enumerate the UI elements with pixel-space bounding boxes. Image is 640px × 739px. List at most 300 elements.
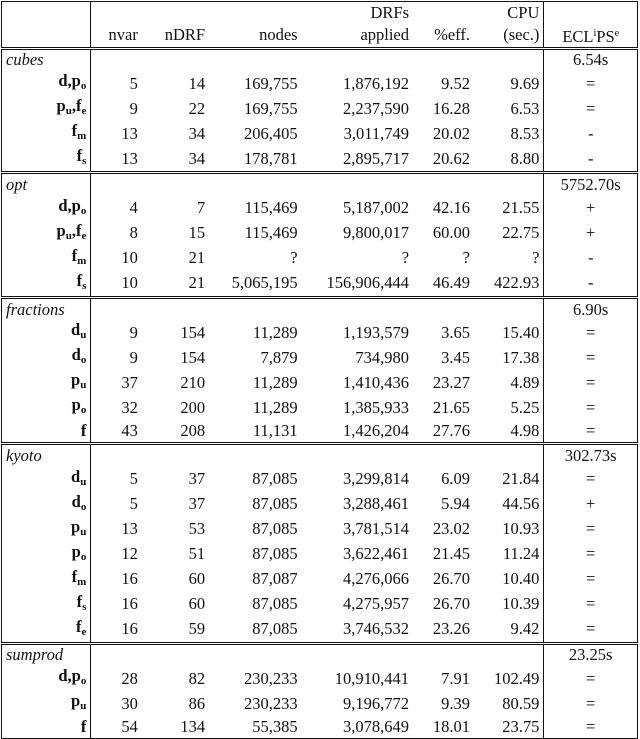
cell-ndrf: 37 (188, 469, 206, 489)
label-subscript: s (82, 600, 87, 613)
row-label (2, 617, 91, 644)
cell-ndrf: 21 (188, 248, 206, 268)
table-row (2, 691, 638, 716)
table-row (2, 467, 638, 492)
label-subscript: m (77, 575, 87, 588)
cell-drfs-applied: 3,781,514 (343, 519, 410, 539)
label-subscript: u (65, 105, 72, 118)
row-label (2, 666, 91, 691)
row-label (2, 517, 91, 542)
header-row (2, 2, 638, 24)
cell-pct-eff: 3.65 (441, 322, 470, 342)
eclipse-time: 23.25s (544, 643, 638, 666)
row-label (2, 567, 91, 592)
label-subscript: u (80, 475, 87, 488)
label-subscript: o (80, 354, 87, 367)
cell-nvar: 28 (121, 668, 138, 688)
section-spacer (91, 297, 544, 320)
cell-ndrf: 60 (188, 594, 206, 614)
eclipse-comparison: + (544, 196, 638, 221)
label-main: p (56, 220, 66, 240)
table-row (2, 716, 638, 738)
label-main: d (58, 195, 68, 215)
row-label (2, 320, 91, 345)
cell-drfs-applied: 3,299,814 (343, 469, 410, 489)
cell-nodes: 169,755 (243, 98, 298, 118)
label-subscript: m (77, 130, 87, 143)
eclipse-comparison: = (544, 420, 638, 443)
cell-ndrf: 7 (196, 198, 206, 218)
cell-pct-eff: 20.02 (432, 123, 470, 143)
cell-cpu-sec: 9.42 (510, 619, 540, 639)
table-row (2, 246, 638, 271)
cell-cpu-sec: 23.75 (474, 716, 544, 738)
eclipse-comparison: = (544, 592, 638, 617)
cell-cpu-sec: 422.93 (494, 273, 540, 293)
row-label (2, 196, 91, 221)
cell-ndrf: 210 (180, 372, 206, 392)
row-label (2, 691, 91, 716)
cell-nvar: 5 (129, 469, 138, 489)
eclipse-comparison: = (544, 395, 638, 420)
cell-ndrf: 134 (142, 716, 209, 738)
eclipse-comparison: = (544, 345, 638, 370)
cell-drfs-applied: 3,078,649 (302, 716, 413, 738)
table-row (2, 71, 638, 96)
header-cpu-sec: (sec.) (503, 25, 540, 45)
eclipse-comparison: + (544, 492, 638, 517)
cell-drfs-applied: 9,196,772 (343, 693, 410, 713)
header-eclipse-part: ECL (562, 26, 594, 46)
cell-cpu-sec: 10.39 (502, 594, 540, 614)
eclipse-comparison: = (544, 617, 638, 644)
cell-pct-eff: 20.62 (432, 148, 470, 168)
cell-ndrf: 208 (180, 421, 206, 441)
section-name: sumprod (2, 643, 91, 666)
cell-drfs-applied: 10,910,441 (334, 668, 410, 688)
cell-cpu-sec: 21.84 (502, 469, 540, 489)
cell-nodes: 178,781 (243, 148, 298, 168)
cell-pct-eff: 9.39 (441, 693, 470, 713)
header-nvar (91, 2, 142, 24)
section-spacer (91, 443, 544, 466)
cell-nvar: 9 (129, 347, 138, 367)
label-main: f (71, 566, 78, 586)
eclipse-comparison: = (544, 567, 638, 592)
label-subscript: o (80, 404, 87, 417)
header-drfs-applied: applied (360, 25, 410, 45)
cell-pct-eff: 21.45 (432, 544, 470, 564)
table-row (2, 370, 638, 395)
eclipse-comparison: - (544, 146, 638, 173)
section-name: cubes (2, 48, 91, 71)
section-name: opt (2, 173, 91, 196)
cell-nvar: 9 (129, 98, 138, 118)
cell-pct-eff: 6.09 (441, 469, 470, 489)
section-header-row (2, 48, 638, 71)
cell-cpu-sec: ? (532, 248, 540, 268)
section-spacer (91, 173, 544, 196)
cell-ndrf: 51 (188, 544, 206, 564)
cell-cpu-sec: 17.38 (502, 347, 540, 367)
table-row (2, 666, 638, 691)
cell-drfs-applied: 734,980 (355, 347, 410, 367)
row-label (2, 345, 91, 370)
cell-ndrf: 86 (188, 693, 206, 713)
table-row (2, 271, 638, 298)
label-main: p (71, 395, 81, 415)
cell-cpu-sec: 6.53 (510, 98, 540, 118)
cell-drfs-applied: 4,275,957 (343, 594, 410, 614)
cell-drfs-applied: 2,237,590 (343, 98, 410, 118)
header-eclipse-part: PS (596, 26, 615, 46)
cell-ndrf: 21 (188, 273, 206, 293)
row-label (2, 271, 91, 298)
header-nvar: nvar (108, 25, 138, 45)
cell-drfs-applied: 3,622,461 (343, 544, 410, 564)
section-spacer (91, 48, 544, 71)
label-main: d (71, 345, 81, 365)
cell-nodes: 11,289 (252, 397, 298, 417)
cell-nodes: 87,085 (252, 594, 298, 614)
cell-nvar: 30 (121, 693, 138, 713)
eclipse-comparison: - (544, 271, 638, 298)
row-label (2, 395, 91, 420)
cell-ndrf: 37 (188, 494, 206, 514)
label-subscript: u (65, 229, 72, 242)
cell-nvar: 10 (121, 248, 138, 268)
label-main: , (71, 220, 76, 240)
label-main: p (71, 195, 81, 215)
cell-nvar: 16 (121, 569, 138, 589)
label-subscript: e (81, 229, 87, 242)
cell-nodes: 230,233 (243, 693, 298, 713)
label-main: d (58, 71, 68, 91)
cell-nodes: 87,085 (252, 544, 298, 564)
label-main: f (71, 121, 78, 141)
header-eclipse-part: e (614, 27, 620, 39)
header-row (2, 24, 638, 49)
label-subscript: u (80, 525, 87, 538)
header-nodes: nodes (259, 25, 298, 45)
cell-pct-eff: 7.91 (441, 668, 470, 688)
cell-nvar: 13 (121, 148, 138, 168)
label-main: f (80, 421, 87, 441)
section-name: fractions (2, 297, 91, 320)
cell-cpu-sec: 15.40 (502, 322, 540, 342)
cell-drfs-applied: 1,410,436 (343, 372, 410, 392)
cell-ndrf: 15 (188, 223, 206, 243)
eclipse-time: 5752.70s (544, 173, 638, 196)
label-main: d (71, 320, 81, 340)
eclipse-comparison: - (544, 246, 638, 271)
cell-nodes: 55,385 (209, 716, 302, 738)
eclipse-comparison: = (544, 542, 638, 567)
header-cpu-sec: CPU (474, 2, 544, 24)
results-table (1, 1, 638, 739)
table-row (2, 96, 638, 121)
cell-ndrf: 34 (188, 148, 206, 168)
cell-ndrf: 154 (180, 347, 206, 367)
label-main: p (71, 691, 81, 711)
cell-nvar: 8 (129, 223, 138, 243)
label-main: , (71, 96, 76, 116)
eclipse-time: 302.73s (544, 443, 638, 466)
label-main: , (67, 666, 72, 686)
cell-pct-eff: ? (462, 248, 470, 268)
cell-drfs-applied: ? (401, 248, 410, 268)
table-row (2, 345, 638, 370)
eclipse-comparison: = (544, 691, 638, 716)
label-main: f (71, 245, 78, 265)
cell-cpu-sec: 8.80 (510, 148, 540, 168)
cell-cpu-sec: 4.89 (510, 372, 540, 392)
row-label (2, 542, 91, 567)
cell-nodes: 230,233 (243, 668, 298, 688)
cell-nvar: 16 (121, 594, 138, 614)
section-name: kyoto (2, 443, 91, 466)
cell-ndrf: 60 (188, 569, 206, 589)
row-label (2, 592, 91, 617)
label-subscript: u (80, 379, 87, 392)
cell-pct-eff: 5.94 (441, 494, 470, 514)
label-main: f (75, 616, 82, 636)
section-header-row (2, 643, 638, 666)
table-row (2, 320, 638, 345)
eclipse-comparison: + (544, 221, 638, 246)
cell-pct-eff: 23.26 (432, 619, 470, 639)
cell-nvar: 43 (121, 421, 138, 441)
cell-cpu-sec: 102.49 (494, 668, 540, 688)
cell-nodes: 87,085 (252, 494, 298, 514)
cell-drfs-applied: 1,426,204 (343, 421, 410, 441)
section-header-row (2, 173, 638, 196)
cell-pct-eff: 26.70 (432, 594, 470, 614)
label-main: p (71, 541, 81, 561)
label-main: d (71, 466, 81, 486)
cell-pct-eff: 26.70 (432, 569, 470, 589)
cell-nvar: 13 (121, 123, 138, 143)
cell-nodes: ? (290, 248, 298, 268)
cell-nodes: 7,879 (260, 347, 298, 367)
header-eclipse-part: i (593, 27, 597, 39)
cell-drfs-applied: 4,276,066 (343, 569, 410, 589)
cell-nvar: 5 (129, 494, 138, 514)
label-subscript: u (80, 700, 87, 713)
label-main: p (71, 516, 81, 536)
label-subscript: o (80, 675, 87, 688)
header-eclipse-cell (544, 24, 638, 49)
cell-drfs-applied: 3,746,532 (343, 619, 410, 639)
table-row (2, 221, 638, 246)
eclipse-time: 6.54s (544, 48, 638, 71)
row-label (2, 71, 91, 96)
cell-cpu-sec: 5.25 (510, 397, 540, 417)
cell-pct-eff: 9.52 (441, 73, 470, 93)
cell-nodes: 115,469 (244, 198, 298, 218)
cell-ndrf: 53 (188, 519, 206, 539)
label-main: d (58, 666, 68, 686)
label-subscript: u (80, 329, 87, 342)
cell-nvar: 13 (121, 519, 138, 539)
cell-ndrf: 22 (188, 98, 206, 118)
cell-drfs-applied: 3,288,461 (343, 494, 410, 514)
header-ndrf (142, 2, 209, 24)
label-subscript: m (77, 254, 87, 267)
row-label (2, 96, 91, 121)
row-label (2, 221, 91, 246)
cell-drfs-applied: 9,800,017 (343, 223, 410, 243)
cell-pct-eff: 23.27 (432, 372, 470, 392)
cell-nodes: 87,085 (252, 469, 298, 489)
eclipse-comparison: = (544, 716, 638, 738)
cell-pct-eff: 21.65 (432, 397, 470, 417)
label-main: f (80, 716, 87, 736)
table-row (2, 420, 638, 443)
cell-pct-eff: 18.01 (413, 716, 474, 738)
cell-nodes: 5,065,195 (231, 273, 298, 293)
table-row (2, 121, 638, 146)
label-main: f (76, 591, 83, 611)
cell-nvar: 4 (129, 198, 138, 218)
cell-pct-eff: 60.00 (432, 223, 470, 243)
cell-cpu-sec: 8.53 (510, 123, 540, 143)
cell-nodes: 11,289 (252, 322, 298, 342)
label-main: f (76, 146, 83, 166)
eclipse-comparison: - (544, 121, 638, 146)
label-main: , (67, 71, 72, 91)
label-subscript: s (82, 155, 87, 168)
label-main: f (76, 270, 83, 290)
cell-cpu-sec: 10.93 (502, 519, 540, 539)
label-subscript: o (80, 80, 87, 93)
label-main: , (67, 195, 72, 215)
label-subscript: e (81, 105, 87, 118)
cell-nodes: 87,085 (252, 619, 298, 639)
cell-ndrf: 59 (188, 619, 206, 639)
cell-nodes: 87,087 (252, 569, 298, 589)
cell-drfs-applied: 1,876,192 (343, 73, 410, 93)
label-main: p (71, 71, 81, 91)
cell-pct-eff: 23.02 (432, 519, 470, 539)
cell-cpu-sec: 44.56 (502, 494, 540, 514)
label-subscript: e (81, 625, 87, 638)
header-eclipse-cell (544, 2, 638, 24)
header-nodes (209, 2, 302, 24)
cell-nodes: 169,755 (243, 73, 298, 93)
cell-cpu-sec: 10.40 (502, 569, 540, 589)
eclipse-comparison: = (544, 517, 638, 542)
header-corner-cell (2, 24, 91, 49)
label-main: p (71, 666, 81, 686)
cell-cpu-sec: 11.24 (502, 544, 540, 564)
eclipse-comparison: = (544, 666, 638, 691)
row-label (2, 467, 91, 492)
cell-cpu-sec: 9.69 (510, 73, 540, 93)
label-subscript: s (82, 279, 87, 292)
cell-ndrf: 14 (188, 73, 206, 93)
section-header-row (2, 297, 638, 320)
cell-nodes: 206,405 (243, 123, 298, 143)
cell-ndrf: 200 (180, 397, 206, 417)
eclipse-comparison: = (544, 370, 638, 395)
row-label (2, 420, 91, 443)
table-row (2, 517, 638, 542)
cell-nvar: 16 (121, 619, 138, 639)
cell-cpu-sec: 4.98 (510, 421, 540, 441)
label-subscript: o (80, 500, 87, 513)
table-row (2, 196, 638, 221)
cell-nvar: 5 (129, 73, 138, 93)
cell-nvar: 37 (121, 372, 138, 392)
cell-ndrf: 34 (188, 123, 206, 143)
row-label (2, 146, 91, 173)
label-main: f (75, 96, 82, 116)
cell-cpu-sec: 80.59 (502, 693, 540, 713)
eclipse-comparison: = (544, 71, 638, 96)
table-row (2, 492, 638, 517)
label-subscript: o (80, 204, 87, 217)
table-row (2, 395, 638, 420)
cell-pct-eff: 42.16 (432, 198, 470, 218)
eclipse-time: 6.90s (544, 297, 638, 320)
table-row (2, 617, 638, 644)
header-drfs-applied: DRFs (302, 2, 413, 24)
row-label (2, 246, 91, 271)
cell-drfs-applied: 5,187,002 (343, 198, 410, 218)
label-main: p (56, 96, 66, 116)
eclipse-comparison: = (544, 467, 638, 492)
cell-nodes: 11,131 (252, 421, 298, 441)
cell-nodes: 87,085 (252, 519, 298, 539)
cell-cpu-sec: 21.55 (502, 198, 540, 218)
cell-nvar: 32 (121, 397, 138, 417)
table-row (2, 542, 638, 567)
header-pct-eff (413, 2, 474, 24)
section-spacer (91, 643, 544, 666)
eclipse-comparison: = (544, 96, 638, 121)
cell-nvar: 54 (91, 716, 142, 738)
eclipse-comparison: = (544, 320, 638, 345)
cell-pct-eff: 16.28 (432, 98, 470, 118)
label-main: p (71, 370, 81, 390)
section-header-row (2, 443, 638, 466)
cell-pct-eff: 3.45 (441, 347, 470, 367)
table-row (2, 567, 638, 592)
cell-drfs-applied: 2,895,717 (343, 148, 410, 168)
cell-drfs-applied: 156,906,444 (326, 273, 410, 293)
table-row (2, 146, 638, 173)
table-row (2, 592, 638, 617)
cell-pct-eff: 46.49 (432, 273, 470, 293)
cell-drfs-applied: 3,011,749 (343, 123, 410, 143)
row-label (2, 121, 91, 146)
header-ndrf: nDRF (164, 25, 206, 45)
label-main: f (75, 220, 82, 240)
row-label (2, 370, 91, 395)
row-label (2, 492, 91, 517)
cell-nvar: 12 (121, 544, 138, 564)
header-corner-cell (2, 2, 91, 24)
cell-ndrf: 154 (180, 322, 206, 342)
cell-drfs-applied: 1,193,579 (343, 322, 410, 342)
cell-nvar: 10 (121, 273, 138, 293)
cell-drfs-applied: 1,385,933 (343, 397, 410, 417)
header-pct-eff: %eff. (434, 25, 470, 45)
label-main: d (71, 491, 81, 511)
row-label (2, 716, 91, 738)
label-subscript: o (80, 550, 87, 563)
